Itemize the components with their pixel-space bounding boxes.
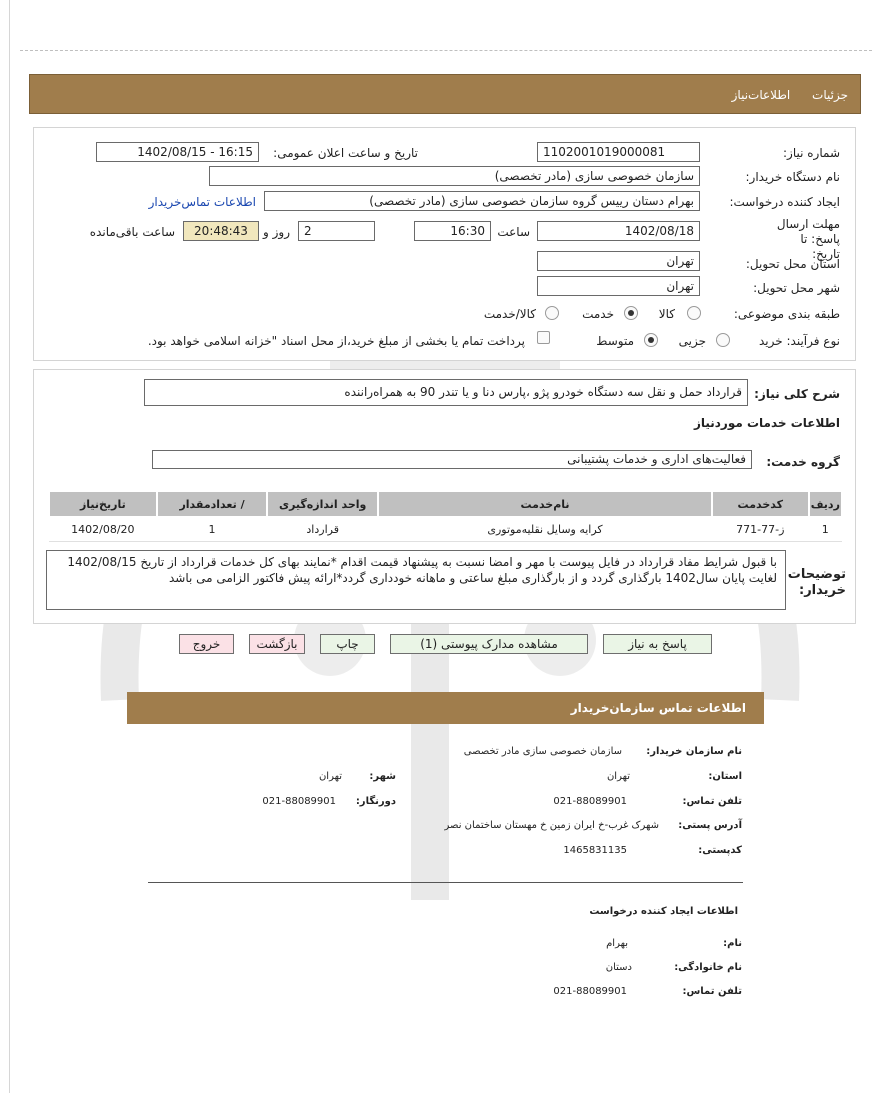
contact-city-label: شهر: [369, 771, 396, 782]
contact-province-value: تهران [606, 771, 630, 782]
contact-phone-value: 021-88089901 [553, 796, 627, 807]
view-attachments-button[interactable]: مشاهده مدارک پیوستی (1) [390, 634, 588, 654]
exit-button[interactable]: خروج [179, 634, 234, 654]
remaining-time-field: 20:48:43 [183, 221, 259, 241]
contact-divider [148, 882, 743, 883]
city-field: تهران [537, 276, 700, 296]
need-info-panel [33, 127, 856, 361]
category-goods-label: کالا [658, 307, 675, 321]
deadline-time-label: ساعت [497, 225, 530, 239]
col-unit: واحد اندازه‌گیری [267, 491, 378, 517]
contact-city-value: تهران [318, 771, 342, 782]
creator-last-name-label: نام خانوادگی: [674, 962, 742, 973]
service-group-label: گروه خدمت: [766, 455, 840, 469]
process-partial-label: جزیی [678, 334, 706, 348]
buyer-notes-field: با قبول شرایط مفاد قرارداد در فایل پیوست با مهر و امضا نسبت به پیشنهاد قیمت اقدام *نمایند بهای کل خدمات قرارداد از تاریخ 1402/08/15 لغایت پایان سال1402 بارگذاری گردد و از بارگذاری مبلغ ساعتی و ماهانه خودداری گردد*ارائه پیش فاکتور الزامی می باشد [46, 550, 786, 610]
col-need-date: تاریخ‌نیاز [49, 491, 157, 517]
deadline-label: مهلت ارسال پاسخ: تا تاریخ: [776, 217, 840, 261]
print-button[interactable]: چاپ [320, 634, 375, 654]
treasury-payment-label: پرداخت تمام یا بخشی از مبلغ خرید،از محل اسناد "خزانه اسلامی خواهد بود. [147, 334, 525, 348]
cell-unit: قرارداد [267, 517, 378, 541]
table-row [49, 517, 842, 541]
creator-phone-value: 021-88089901 [553, 986, 627, 997]
contact-org-label: نام سازمان خریدار: [646, 746, 742, 757]
province-field: تهران [537, 251, 700, 271]
category-goods-service-radio[interactable] [545, 306, 559, 320]
creator-first-name-label: نام: [723, 938, 742, 949]
process-type-label: نوع فرآیند: خرید [759, 334, 840, 348]
table-header-row [49, 491, 842, 517]
services-heading: اطلاعات خدمات موردنیاز [693, 416, 840, 430]
cell-row-number: 1 [809, 517, 842, 541]
back-button[interactable]: بازگشت [249, 634, 305, 654]
summary-title-field: قرارداد حمل و نقل سه دستگاه خودرو پژو ،پارس دنا و یا تندر 90 به همراه‌راننده [144, 379, 748, 406]
remaining-time-label: ساعت باقی‌مانده [89, 225, 175, 239]
category-label: طبقه بندی موضوعی: [733, 307, 840, 321]
buyer-org-field: سازمان خصوصی سازی (مادر تخصصی) [209, 166, 700, 186]
contact-postal-value: 1465831135 [563, 845, 627, 856]
cell-service-name: کرایه وسایل نقلیه‌موتوری [378, 517, 712, 541]
contact-phone-label: تلفن تماس: [682, 796, 742, 807]
remaining-days-field: 2 [298, 221, 375, 241]
contact-address-value: شهرک غرب-خ ایران زمین خ مهستان ساختمان نصر [444, 820, 659, 831]
buyer-contact-bar: اطلاعات تماس سازمان‌خریدار [127, 692, 764, 724]
need-number-field: 1102001019000081 [537, 142, 700, 162]
creator-heading: اطلاعات ایجاد کننده درخواست [589, 906, 738, 917]
requester-field: بهرام دستان رییس گروه سازمان خصوصی سازی (مادر تخصصی) [264, 191, 700, 211]
contact-fax-value: 021-88089901 [262, 796, 336, 807]
contact-fax-label: دورنگار: [355, 796, 396, 807]
cell-need-date: 1402/08/20 [49, 517, 157, 541]
top-divider [20, 50, 872, 51]
col-quantity: / تعدادمقدار [157, 491, 268, 517]
remaining-days-label: روز و [263, 225, 290, 239]
deadline-time-field: 16:30 [414, 221, 491, 241]
contact-org-value: سازمان خصوصی سازی مادر تخصصی [463, 746, 622, 757]
cell-quantity: 1 [157, 517, 268, 541]
tab-need-info[interactable]: اطلاعات‌نیاز [731, 88, 791, 102]
tab-details[interactable]: جزئیات [812, 88, 848, 102]
category-service-label: خدمت [582, 307, 614, 321]
process-medium-radio[interactable] [644, 333, 658, 347]
city-label: شهر محل تحویل: [753, 281, 840, 295]
reply-to-need-button[interactable]: پاسخ به نیاز [603, 634, 712, 654]
page-header-bar [29, 74, 861, 114]
creator-phone-label: تلفن تماس: [682, 986, 742, 997]
summary-title-label: شرح کلی نیاز: [754, 387, 840, 401]
creator-first-name-value: بهرام [606, 938, 628, 949]
contact-province-label: استان: [708, 771, 742, 782]
col-row-number: ردیف [809, 491, 842, 517]
need-number-label: شماره نیاز: [783, 146, 840, 160]
category-service-radio[interactable] [624, 306, 638, 320]
service-group-field: فعالیت‌های اداری و خدمات پشتیبانی [152, 450, 752, 469]
col-service-name: نام‌خدمت [378, 491, 712, 517]
buyer-org-label: نام دستگاه خریدار: [745, 170, 840, 184]
contact-postal-label: کدپستی: [698, 845, 742, 856]
process-partial-radio[interactable] [716, 333, 730, 347]
requester-label: ایجاد کننده درخواست: [729, 195, 840, 209]
creator-last-name-value: دستان [605, 962, 632, 973]
services-table [48, 490, 843, 542]
treasury-payment-checkbox[interactable] [537, 331, 550, 344]
announce-date-label: تاریخ و ساعت اعلان عمومی: [273, 146, 418, 160]
province-label: استان محل تحویل: [745, 257, 840, 271]
category-goods-service-label: کالا/خدمت [483, 307, 536, 321]
announce-date-field: 1402/08/15 - 16:15 [96, 142, 259, 162]
buyer-notes-label: توضیحات خریدار: [787, 567, 846, 598]
page-left-border [9, 0, 10, 1093]
buyer-contact-link[interactable]: اطلاعات تماس‌خریدار [148, 195, 256, 209]
deadline-date-field: 1402/08/18 [537, 221, 700, 241]
category-goods-radio[interactable] [687, 306, 701, 320]
contact-address-label: آدرس پستی: [678, 820, 742, 831]
cell-service-code: ز-77-771 [712, 517, 809, 541]
col-service-code: کدخدمت [712, 491, 809, 517]
process-medium-label: متوسط [596, 334, 634, 348]
